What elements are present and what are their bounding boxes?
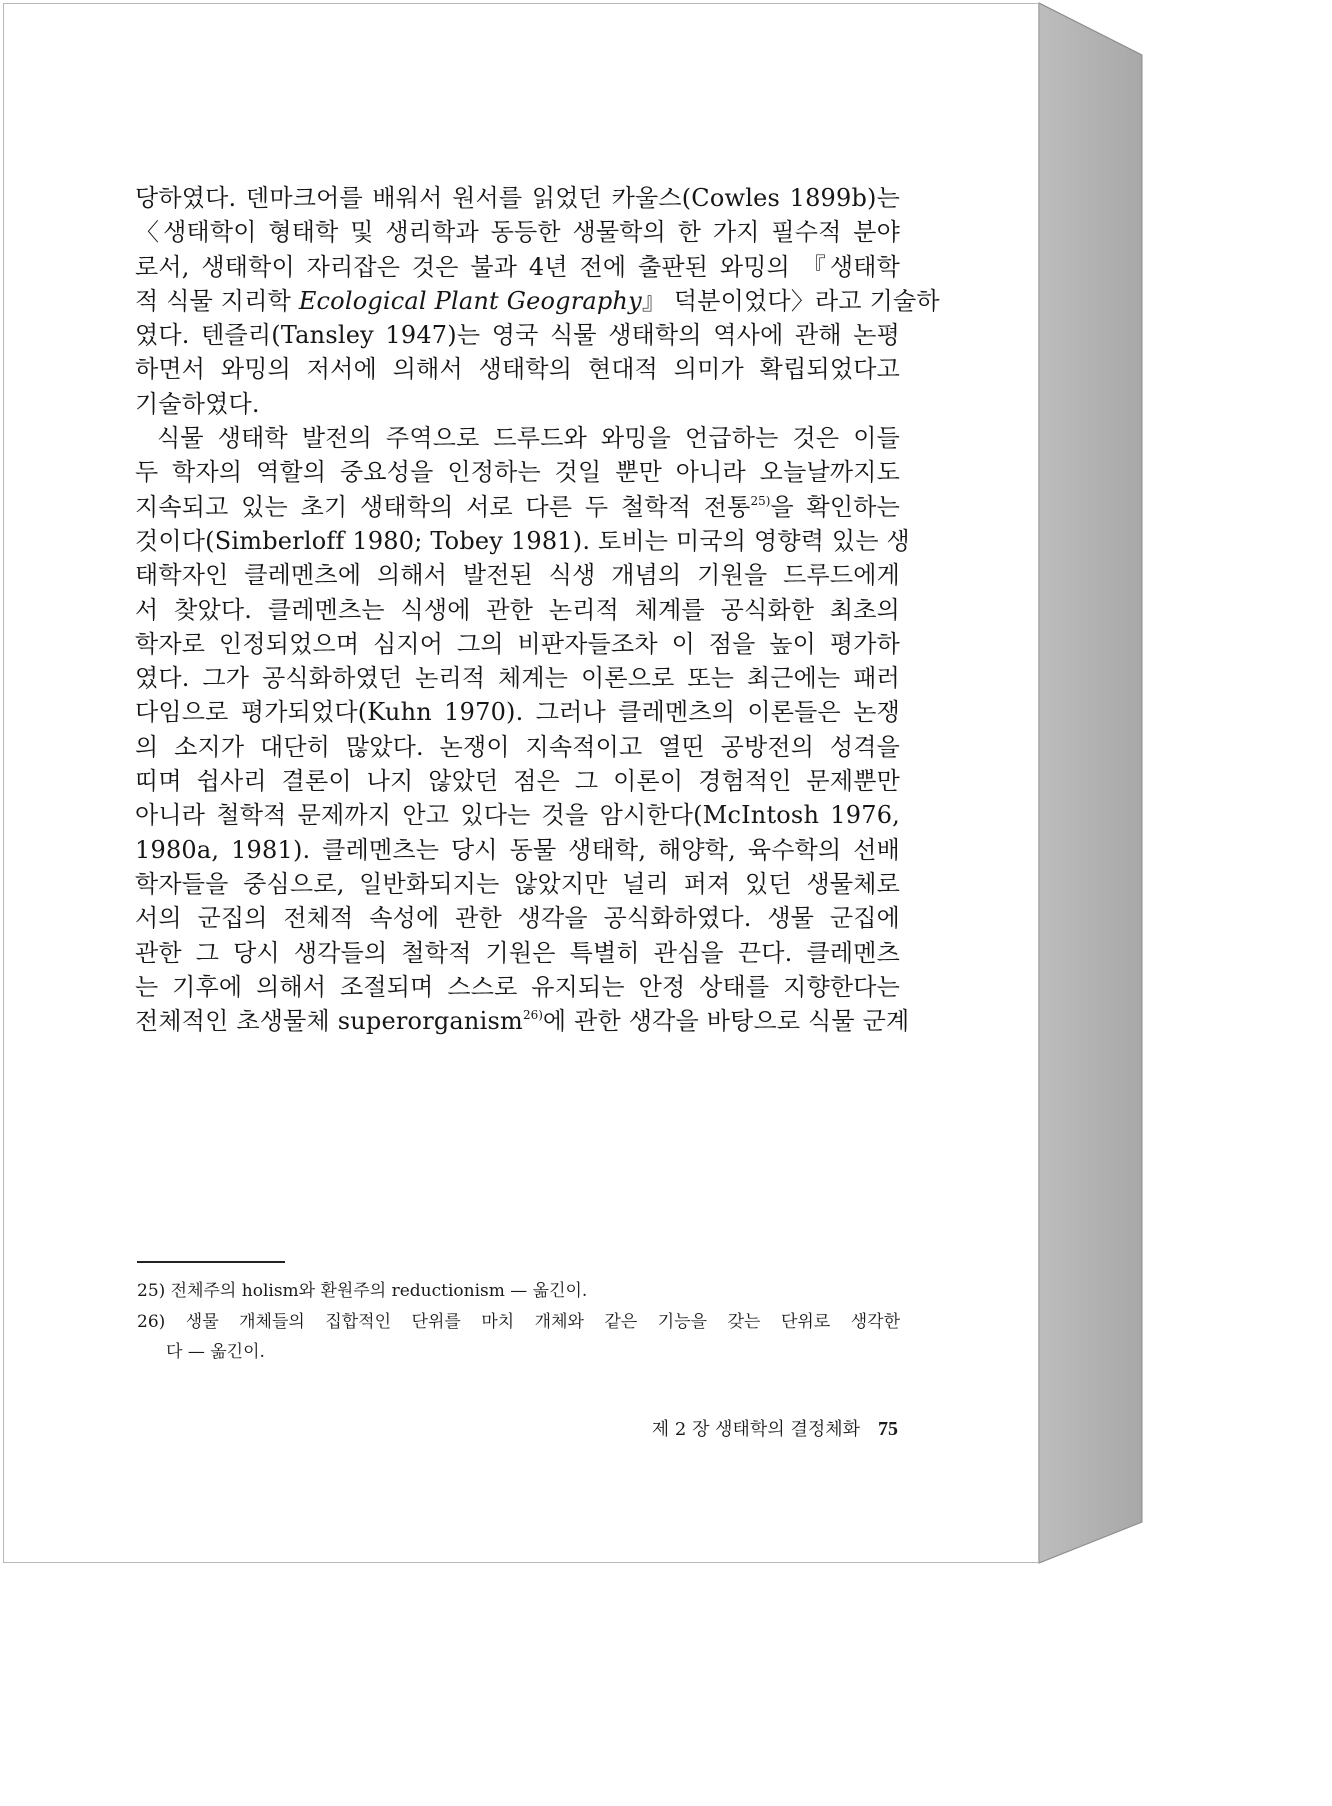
text-line-with-italic-title — [135, 284, 940, 318]
footnote-ref-25: 25) — [750, 493, 771, 508]
text-line: 1980a, 1981). 클레멘츠는 당시 동물 생태학, 해양학, 육수학의 선배 — [135, 835, 900, 864]
footnote-25: 25) 전체주의 holism와 환원주의 reductionism — 옮긴이. — [137, 1281, 588, 1301]
text-line: 〈생태학이 형태학 및 생리학과 동등한 생물학의 한 가지 필수적 분야 — [135, 218, 900, 247]
text-line: 관한 그 당시 생각들의 철학적 기원은 특별히 관심을 끈다. 클레멘츠 — [135, 938, 900, 967]
text-fragment: 전체적인 초생물체 superorganism — [135, 1007, 523, 1036]
text-line: 기술하였다. — [135, 389, 260, 418]
text-line: 식물 생태학 발전의 주역으로 드루드와 와밍을 언급하는 것은 이들 — [157, 424, 900, 453]
footnote-26: 26) 생물 개체들의 집합적인 단위를 마치 개체와 같은 기능을 갖는 단위로 생각한 — [137, 1311, 900, 1332]
text-line: 아니라 철학적 문제까지 안고 있다는 것을 암시한다(McIntosh 1976, — [135, 801, 900, 830]
footnote-26-continued: 다 — 옮긴이. — [166, 1342, 265, 1362]
text-line: 는 기후에 의해서 조절되며 스스로 유지되는 안정 상태를 지향한다는 — [135, 972, 900, 1001]
footnote-divider — [137, 1261, 285, 1263]
text-line: 두 학자의 역할의 중요성을 인정하는 것일 뿐만 아니라 오늘날까지도 — [135, 458, 900, 487]
text-fragment: 에 관한 생각을 바탕으로 식물 군계 — [542, 1007, 910, 1036]
page-number: 75 — [878, 1418, 898, 1440]
text-line: 다임으로 평가되었다(Kuhn 1970). 그러나 클레멘츠의 이론들은 논쟁 — [135, 698, 900, 727]
text-line-with-footnote-ref — [135, 1004, 910, 1038]
text-line: 학자로 인정되었으며 심지어 그의 비판자들조차 이 점을 높이 평가하 — [135, 629, 900, 658]
body-text — [135, 181, 940, 1038]
text-fragment: 적 식물 지리학 — [135, 286, 291, 315]
running-footer — [652, 1415, 898, 1441]
text-line: 서의 군집의 전체적 속성에 관한 생각을 공식화하였다. 생물 군집에 — [135, 904, 900, 933]
text-line: 당하였다. 덴마크어를 배워서 원서를 읽었던 카울스(Cowles 1899b)는 — [135, 184, 900, 212]
text-line: 띠며 쉽사리 결론이 나지 않았던 점은 그 이론이 경험적인 문제뿐만 — [135, 767, 900, 796]
footnotes — [137, 1276, 900, 1368]
italic-book-title: Ecological Plant Geography — [298, 286, 642, 315]
text-line: 였다. 텐즐리(Tansley 1947)는 영국 식물 생태학의 역사에 관해 논평 — [135, 321, 900, 350]
text-line: 것이다(Simberloff 1980; Tobey 1981). 토비는 미국의 영향력 있는 생 — [135, 526, 910, 555]
text-line: 태학자인 클레멘츠에 의해서 발전된 식생 개념의 기원을 드루드에게 — [135, 561, 900, 590]
text-fragment: 을 확인하는 — [770, 492, 901, 521]
text-line: 의 소지가 대단히 많았다. 논쟁이 지속적이고 열띤 공방전의 성격을 — [135, 732, 900, 761]
text-line: 학자들을 중심으로, 일반화되지는 않았지만 널리 퍼져 있던 생물체로 — [135, 869, 900, 898]
footnote-ref-26: 26) — [522, 1008, 543, 1023]
chapter-title: 제 2 장 생태학의 결정체화 — [651, 1419, 860, 1440]
text-line: 하면서 와밍의 저서에 의해서 생태학의 현대적 의미가 확립되었다고 — [135, 355, 900, 384]
text-fragment: 』 덕분이었다〉라고 기술하 — [641, 286, 940, 315]
text-line: 서 찾았다. 클레멘츠는 식생에 관한 논리적 체계를 공식화한 최초의 — [135, 595, 900, 624]
text-line-with-footnote-ref — [135, 490, 900, 524]
text-fragment: 지속되고 있는 초기 생태학의 서로 다른 두 철학적 전통 — [135, 492, 751, 521]
text-line: 였다. 그가 공식화하였던 논리적 체계는 이론으로 또는 최근에는 패러 — [135, 664, 900, 693]
text-line: 로서, 생태학이 자리잡은 것은 불과 4년 전에 출판된 와밍의 『생태학 — [135, 252, 900, 281]
